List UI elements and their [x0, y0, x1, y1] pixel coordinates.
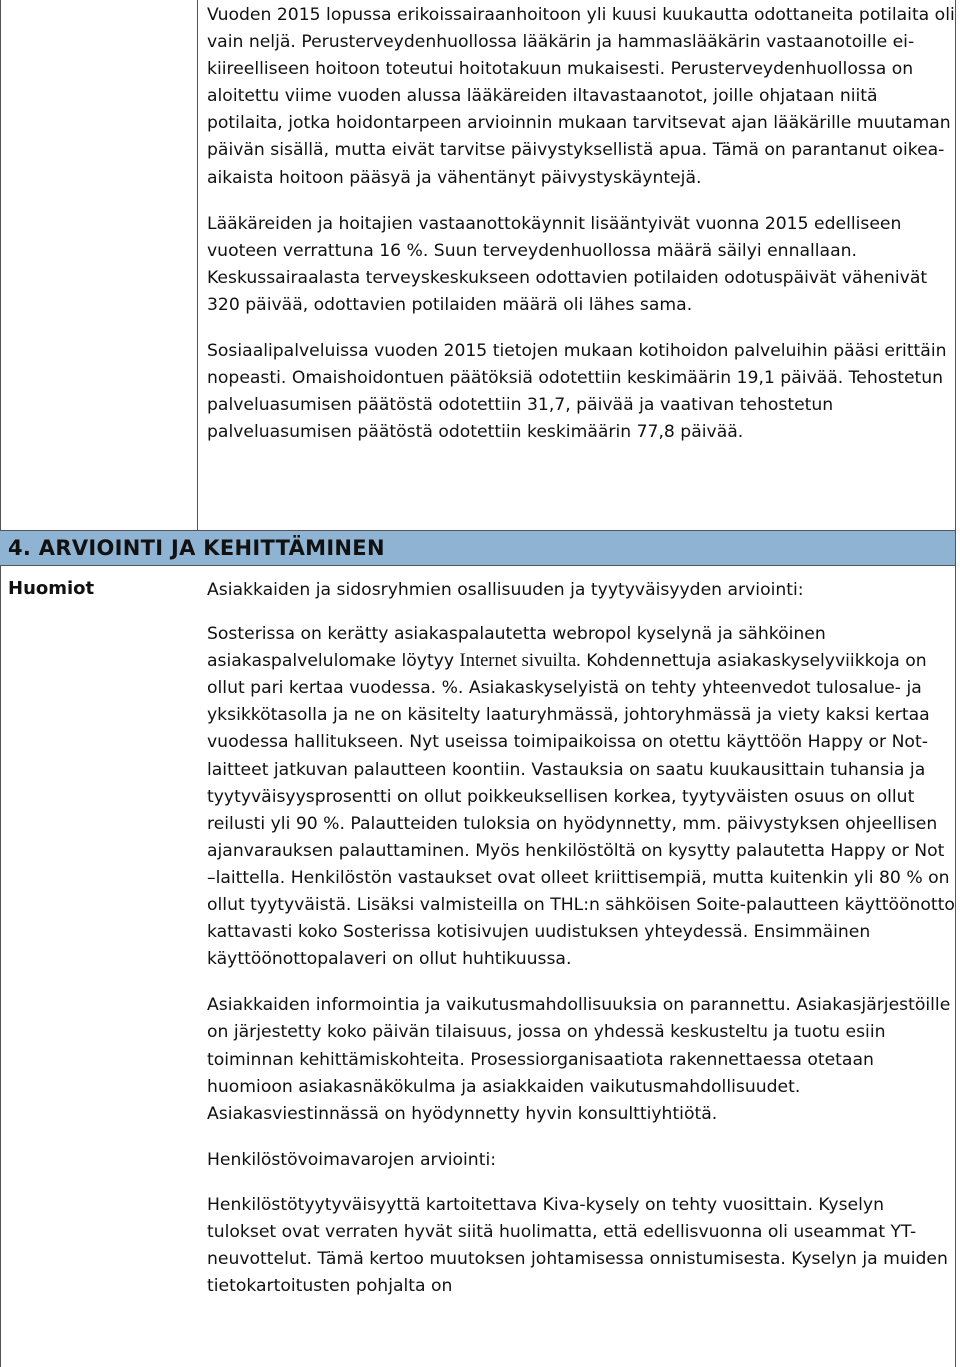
- top-cell-content: [207, 2, 955, 446]
- subheading-henkilosto: Henkilöstövoimavarojen arviointi:: [207, 1149, 497, 1170]
- paragraph-asiakaspalaute-serif: Internet sivuilta.: [459, 651, 581, 672]
- paragraph-sosiaalipalvelut: Sosiaalipalveluissa vuoden 2015 tietojen mukaan kotihoidon palveluihin pääsi erittäin nopeasti. Omaishoidontuen päätöksiä odotettiin keskimäärin 19,1 päivää. Tehostetun palveluasumisen päätöstä odotettiin 31,7, päivää ja vaativan tehostetun palveluasumisen päätöstä odotettiin keskimäärin 77,8 päivää.: [207, 341, 947, 443]
- table-column-divider: [197, 0, 198, 530]
- paragraph-asiakaspalaute-end: Kohdennettuja asiakaskyselyviikkoja on ollut pari kertaa vuodessa. %. Asiakaskyselyistä on tehty yhteenvedot tulosalue- ja yksikkötasolla ja ne on käsitelty laaturyhmässä, johtoryhmässä ja viety kaksi kertaa vuodessa hallitukseen. Nyt useissa toimipaikoissa on otettu käyttöön Happy or Not-laitteet jatkuvan palautteen koontiin. Vastauksia on saatu kuukausittain tuhansia ja tyytyväisyysprosentti on ollut poikkeuksellisen korkea, tyytyväisten osuus on ollut reilusti yli 90 %. Palautteiden tuloksia on hyödynnetty, mm. päivystyksen ohjeellisen ajanvarauksen palauttaminen. Myös henkilöstöltä on kysytty palautetta Happy or Not –laittella. Henkilöstön vastaukset ovat olleet kriittisempiä, mutta kuitenkin yli 80 % on ollut tyytyväistä. Lisäksi valmisteilla on THL:n sähköisen Soite-palautteen käyttöönotto kattavasti koko Sosterissa kotisivujen uudistuksen yhteydessä. Ensimmäinen käyttöönottopalaveri on ollut huhtikuussa.: [207, 651, 955, 970]
- paragraph-asiakaspalaute-start: Sosterissa on kerätty asiakaspalautetta webropol kyselynä ja sähköinen asiakaspalvelulomake löytyy: [207, 624, 826, 672]
- paragraph-informointi: Asiakkaiden informointia ja vaikutusmahdollisuuksia on parannettu. Asiakasjärjestöille on järjestetty koko päivän tilaisuus, jossa on yhdessä keskusteltu ja tuotu esiin toiminnan kehittämiskohteita. Prosessiorganisaatiota rakennettaessa otetaan huomioon asiakasnäkökulma ja asiakkaiden vaikutusmahdollisuudet. Asiakasviestinnässä on hyödynnetty hyvin konsulttiyhtiötä.: [207, 995, 951, 1124]
- paragraph-asiakaspalaute: [207, 621, 955, 973]
- paragraph-vastaanottokaynnit: Lääkäreiden ja hoitajien vastaanottokäynnit lisääntyivät vuonna 2015 edelliseen vuoteen verrattuna 16 %. Suun terveydenhuollossa määrä säilyi ennallaan. Keskussairaalasta terveyskeskukseen odottavien potilaiden odotuspäivät vähenivät 320 päivää, odottavien potilaiden määrä oli lähes sama.: [207, 213, 928, 315]
- section-heading-band: [0, 530, 955, 566]
- lower-cell-content: [207, 577, 955, 1300]
- subheading-asiakastyytyvaisyys: Asiakkaiden ja sidosryhmien osallisuuden ja tyytyväisyyden arviointi:: [207, 580, 804, 600]
- paragraph-henkilostotyytyvaisyys: Henkilöstötyytyväisyyttä kartoitettava Kiva-kysely on tehty vuosittain. Kyselyn tulokset ovat verraten hyvät siitä huolimatta, että edellisvuonna oli useammat YT-neuvottelut. Tämä kertoo muutoksen johtamisessa onnistumisesta. Kyselyn ja muiden tietokartoitusten pohjalta on: [207, 1194, 948, 1297]
- table-right-border: [955, 0, 956, 1367]
- section-title: 4. ARVIOINTI JA KEHITTÄMINEN: [8, 536, 385, 560]
- paragraph-hoitoon-paasy: Vuoden 2015 lopussa erikoissairaanhoitoon yli kuusi kuukautta odottaneita potilaita oli vain neljä. Perusterveydenhuollossa lääkärin ja hammaslääkärin vastaanotoille ei-kiireelliseen hoitoon toteutui hoitotakuun mukaisesti. Perusterveydenhuollossa on aloitettu viime vuoden alussa lääkäreiden iltavastaanotot, joille ohjataan niitä potilaita, jotka hoidontarpeen arvioinnin mukaan tarvitsevat ajan lääkärille muutaman päivän sisällä, mutta eivät tarvitse päivystyksellistä apua. Tämä on parantanut oikea-aikaista hoitoon pääsyä ja vähentänyt päivystyskäyntejä.: [207, 5, 955, 188]
- row-label-huomiot: Huomiot: [8, 578, 95, 599]
- table-left-border: [0, 0, 1, 1367]
